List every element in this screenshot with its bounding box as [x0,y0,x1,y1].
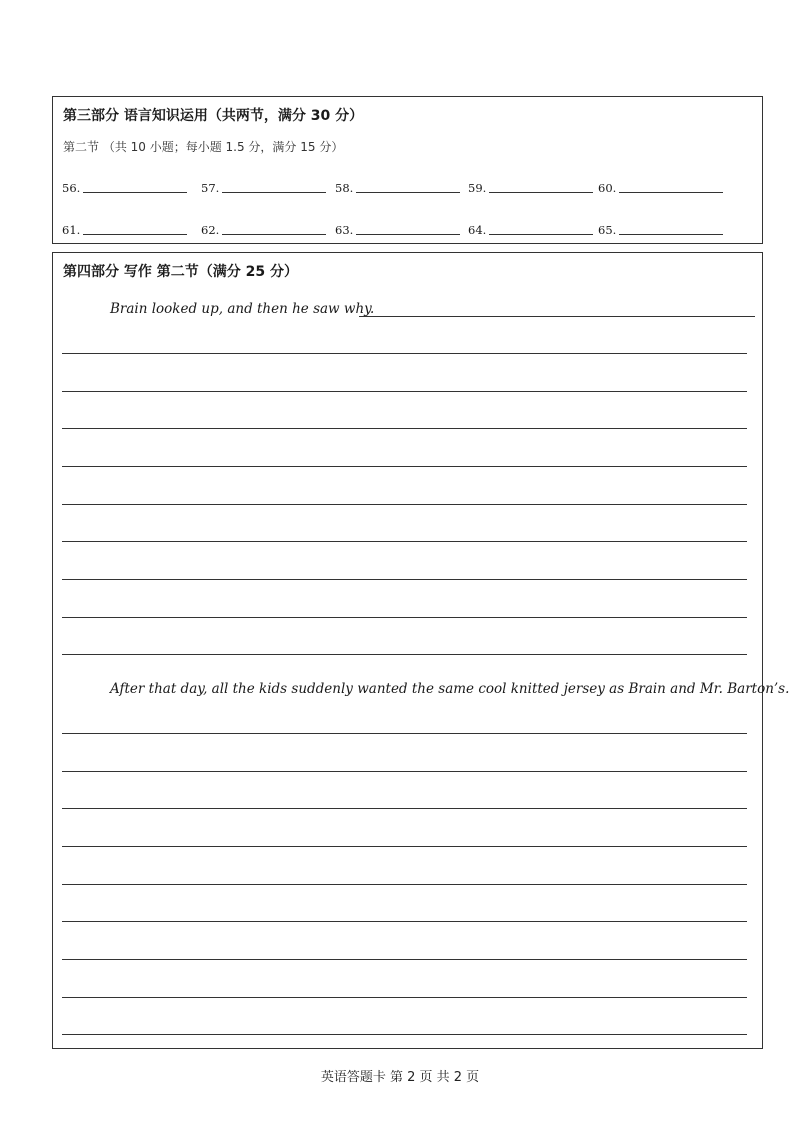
answer-number: 58. [335,181,354,195]
writing-line[interactable] [62,808,747,809]
answer-57[interactable] [201,179,326,195]
answer-56[interactable] [62,179,187,195]
answer-64[interactable] [468,221,593,237]
answer-65[interactable] [598,221,723,237]
page-footer: 英语答题卡 第 2 页 共 2 页 [320,1070,480,1085]
answer-61[interactable] [62,221,187,237]
part3-section-label: 第二节 （共 10 小题；每小题 1.5 分，满分 15 分） [63,140,344,154]
answer-number: 63. [335,223,354,237]
answer-blank[interactable] [489,222,593,235]
answer-number: 65. [598,223,617,237]
answer-number: 56. [62,181,81,195]
answer-number: 59. [468,181,487,195]
part3-section [52,96,763,244]
writing-line[interactable] [62,617,747,618]
answer-60[interactable] [598,179,723,195]
writing-line[interactable] [62,884,747,885]
answer-blank[interactable] [356,222,460,235]
writing-line[interactable] [62,771,747,772]
answer-number: 61. [62,223,81,237]
writing-prompt-2: After that day, all the kids suddenly wanted the same cool knitted jersey as Brain and Mr. Barton’s. [110,681,790,697]
writing-line[interactable] [62,504,747,505]
answer-number: 57. [201,181,220,195]
writing-line[interactable] [62,391,747,392]
answer-blank[interactable] [619,180,723,193]
part3-title: 第三部分 语言知识运用（共两节，满分 30 分） [63,108,364,124]
writing-prompt-1: Brain looked up, and then he saw why. [110,301,375,317]
writing-line[interactable] [62,466,747,467]
writing-line[interactable] [62,959,747,960]
part4-title: 第四部分 写作 第二节（满分 25 分） [63,264,298,280]
answer-blank[interactable] [83,180,187,193]
writing-line[interactable] [62,654,747,655]
answer-blank[interactable] [222,180,326,193]
answer-number: 64. [468,223,487,237]
answer-63[interactable] [335,221,460,237]
answer-number: 60. [598,181,617,195]
answer-blank[interactable] [222,222,326,235]
answer-blank[interactable] [489,180,593,193]
writing-line[interactable] [62,541,747,542]
writing-line[interactable] [62,733,747,734]
writing-line[interactable] [62,1034,747,1035]
writing-line[interactable] [62,997,747,998]
writing-line[interactable] [359,316,755,317]
writing-line[interactable] [62,428,747,429]
answer-62[interactable] [201,221,326,237]
answer-blank[interactable] [356,180,460,193]
part4-writing-section [52,252,790,1049]
writing-line[interactable] [62,579,747,580]
answer-blank[interactable] [619,222,723,235]
writing-line[interactable] [62,921,747,922]
answer-59[interactable] [468,179,593,195]
writing-line[interactable] [62,353,747,354]
answer-58[interactable] [335,179,460,195]
answer-number: 62. [201,223,220,237]
answer-blank[interactable] [83,222,187,235]
writing-line[interactable] [62,846,747,847]
